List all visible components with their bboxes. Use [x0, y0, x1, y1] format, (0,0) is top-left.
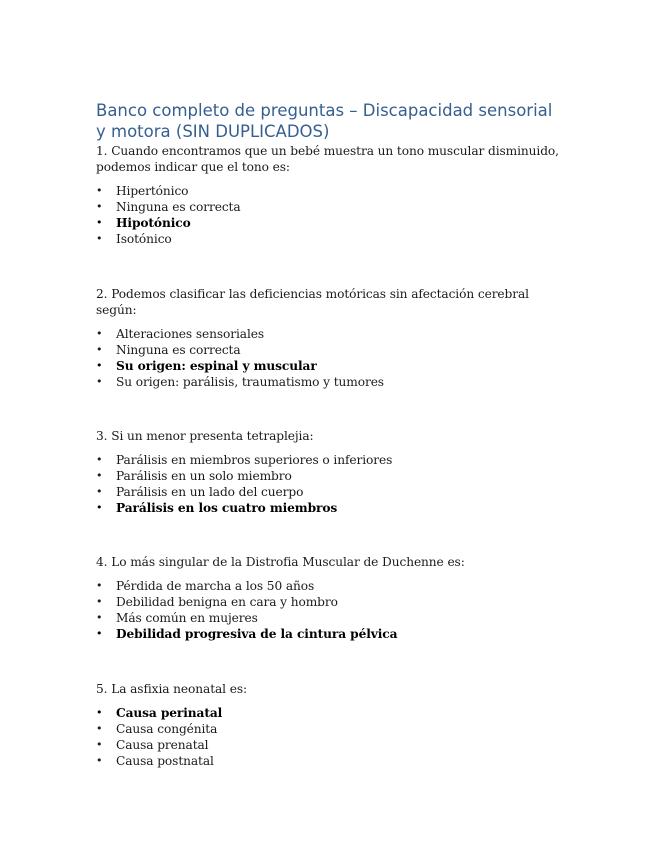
option-text: Causa postnatal	[116, 754, 214, 768]
option-item	[96, 183, 566, 199]
option-text: Causa perinatal	[116, 706, 223, 720]
bullet: •	[96, 343, 103, 356]
option-text: Debilidad progresiva de la cintura pélvica	[116, 627, 398, 641]
bullet: •	[96, 595, 103, 608]
bullet: •	[96, 216, 103, 229]
question-text: 4. Lo más singular de la Distrofia Muscular de Duchenne es:	[96, 555, 465, 569]
option-item	[96, 753, 566, 769]
bullet: •	[96, 359, 103, 372]
option-item	[96, 594, 566, 610]
option-list	[96, 183, 566, 247]
option-item	[96, 484, 566, 500]
bullet: •	[96, 706, 103, 719]
option-item	[96, 358, 566, 374]
bullet: •	[96, 579, 103, 592]
document-title: Banco completo de preguntas – Discapacidad sensorial y motora (SIN DUPLICADOS)	[96, 101, 553, 141]
option-item	[96, 626, 566, 642]
option-text: Hipotónico	[116, 216, 191, 230]
option-list	[96, 452, 566, 516]
option-text: Parálisis en un solo miembro	[116, 469, 292, 483]
bullet: •	[96, 375, 103, 388]
option-item	[96, 610, 566, 626]
option-text: Parálisis en miembros superiores o inferiores	[116, 453, 393, 467]
bullet: •	[96, 501, 103, 514]
option-item	[96, 374, 566, 390]
option-item	[96, 326, 566, 342]
option-text: Más común en mujeres	[116, 611, 258, 625]
option-list	[96, 326, 566, 390]
bullet: •	[96, 200, 103, 213]
option-text: Isotónico	[116, 232, 172, 246]
question-4	[96, 554, 566, 642]
question-1	[96, 143, 566, 247]
option-text: Parálisis en un lado del cuerpo	[116, 485, 304, 499]
option-text: Su origen: parálisis, traumatismo y tumores	[116, 375, 384, 389]
option-text: Causa congénita	[116, 722, 218, 736]
option-item	[96, 215, 566, 231]
bullet: •	[96, 469, 103, 482]
option-text: Ninguna es correcta	[116, 343, 241, 357]
option-text: Alteraciones sensoriales	[116, 327, 265, 341]
option-item	[96, 500, 566, 516]
option-list	[96, 578, 566, 642]
option-text: Su origen: espinal y muscular	[116, 359, 317, 373]
bullet: •	[96, 738, 103, 751]
question-text: 1. Cuando encontramos que un bebé muestra un tono muscular disminuido, podemos indicar que el tono es:	[96, 144, 559, 174]
bullet: •	[96, 754, 103, 767]
option-text: Ninguna es correcta	[116, 200, 241, 214]
bullet: •	[96, 232, 103, 245]
question-text: 2. Podemos clasificar las deficiencias motóricas sin afectación cerebral según:	[96, 287, 529, 317]
option-item	[96, 231, 566, 247]
bullet: •	[96, 485, 103, 498]
option-text: Hipertónico	[116, 184, 189, 198]
question-text: 3. Si un menor presenta tetraplejia:	[96, 429, 314, 443]
option-item	[96, 199, 566, 215]
option-item	[96, 578, 566, 594]
bullet: •	[96, 627, 103, 640]
option-text: Pérdida de marcha a los 50 años	[116, 579, 315, 593]
option-text: Debilidad benigna en cara y hombro	[116, 595, 338, 609]
option-list	[96, 705, 566, 769]
question-2	[96, 286, 566, 390]
bullet: •	[96, 611, 103, 624]
option-item	[96, 342, 566, 358]
option-item	[96, 452, 566, 468]
bullet: •	[96, 184, 103, 197]
bullet: •	[96, 722, 103, 735]
option-item	[96, 468, 566, 484]
question-5	[96, 681, 566, 769]
question-3	[96, 428, 566, 516]
option-text: Causa prenatal	[116, 738, 209, 752]
option-item	[96, 737, 566, 753]
bullet: •	[96, 453, 103, 466]
option-text: Parálisis en los cuatro miembros	[116, 501, 338, 515]
option-item	[96, 721, 566, 737]
bullet: •	[96, 327, 103, 340]
question-text: 5. La asfixia neonatal es:	[96, 682, 247, 696]
option-item	[96, 705, 566, 721]
